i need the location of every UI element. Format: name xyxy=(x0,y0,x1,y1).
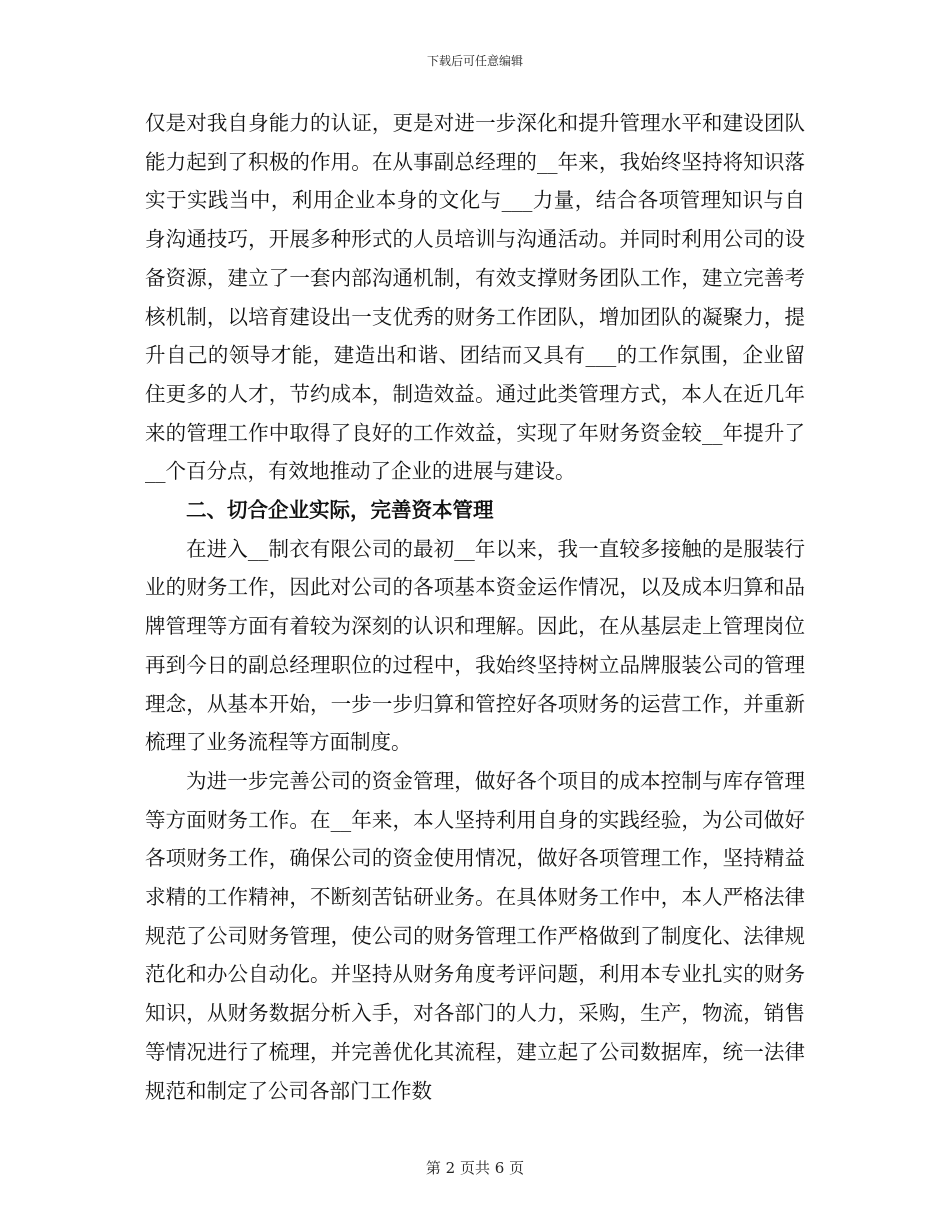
paragraph-continuation: 仅是对我自身能力的认证，更是对进一步深化和提升管理水平和建设团队能力起到了积极的作用。在从事副总经理的__年来，我始终坚持将知识落实于实践当中，利用企业本身的文化与___力量，结合各项管理知识与自身沟通技巧，开展多种形式的人员培训与沟通活动。并同时利用公司的设备资源，建立了一套内部沟通机制，有效支撑财务团队工作，建立完善考核机制，以培育建设出一支优秀的财务工作团队，增加团队的凝聚力，提升自己的领导才能，建造出和谐、团结而又具有___的工作氛围，企业留住更多的人才，节约成本，制造效益。通过此类管理方式，本人在近几年来的管理工作中取得了良好的工作效益，实现了年财务资金较__年提升了__个百分点，有效地推动了企业的进展与建设。 xyxy=(145,111,805,484)
paragraph: 为进一步完善公司的资金管理，做好各个项目的成本控制与库存管理等方面财务工作。在__年来，本人坚持利用自身的实践经验，为公司做好各项财务工作，确保公司的资金使用情况，做好各项管理工作，坚持精益求精的工作精神，不断刻苦钻研业务。在具体财务工作中，本人严格法律规范了公司财务管理，使公司的财务管理工作严格做到了制度化、法律规范化和办公自动化。并坚持从财务角度考评问题，利用本专业扎实的财务知识，从财务数据分析入手，对各部门的人力，采购，生产，物流，销售等情况进行了梳理，并完善优化其流程，建立起了公司数据库，统一法律规范和制定了公司各部门工作数 xyxy=(145,768,805,1103)
paragraph: 在进入__制衣有限公司的最初__年以来，我一直较多接触的是服装行业的财务工作，因此对公司的各项基本资金运作情况，以及成本归算和品牌管理等方面有着较为深刻的认识和理解。因此，在从基层走上管理岗位再到今日的副总经理职位的过程中，我始终坚持树立品牌服装公司的管理理念，从基本开始，一步一步归算和管控好各项财务的运营工作，并重新梳理了业务流程等方面制度。 xyxy=(145,536,805,755)
page-header: 下载后可任意编辑 xyxy=(426,54,523,68)
section-heading: 二、切合企业实际，完善资本管理 xyxy=(186,498,494,523)
page-footer: 第 2 页共 6 页 xyxy=(425,1159,525,1177)
document-body xyxy=(145,104,805,1110)
